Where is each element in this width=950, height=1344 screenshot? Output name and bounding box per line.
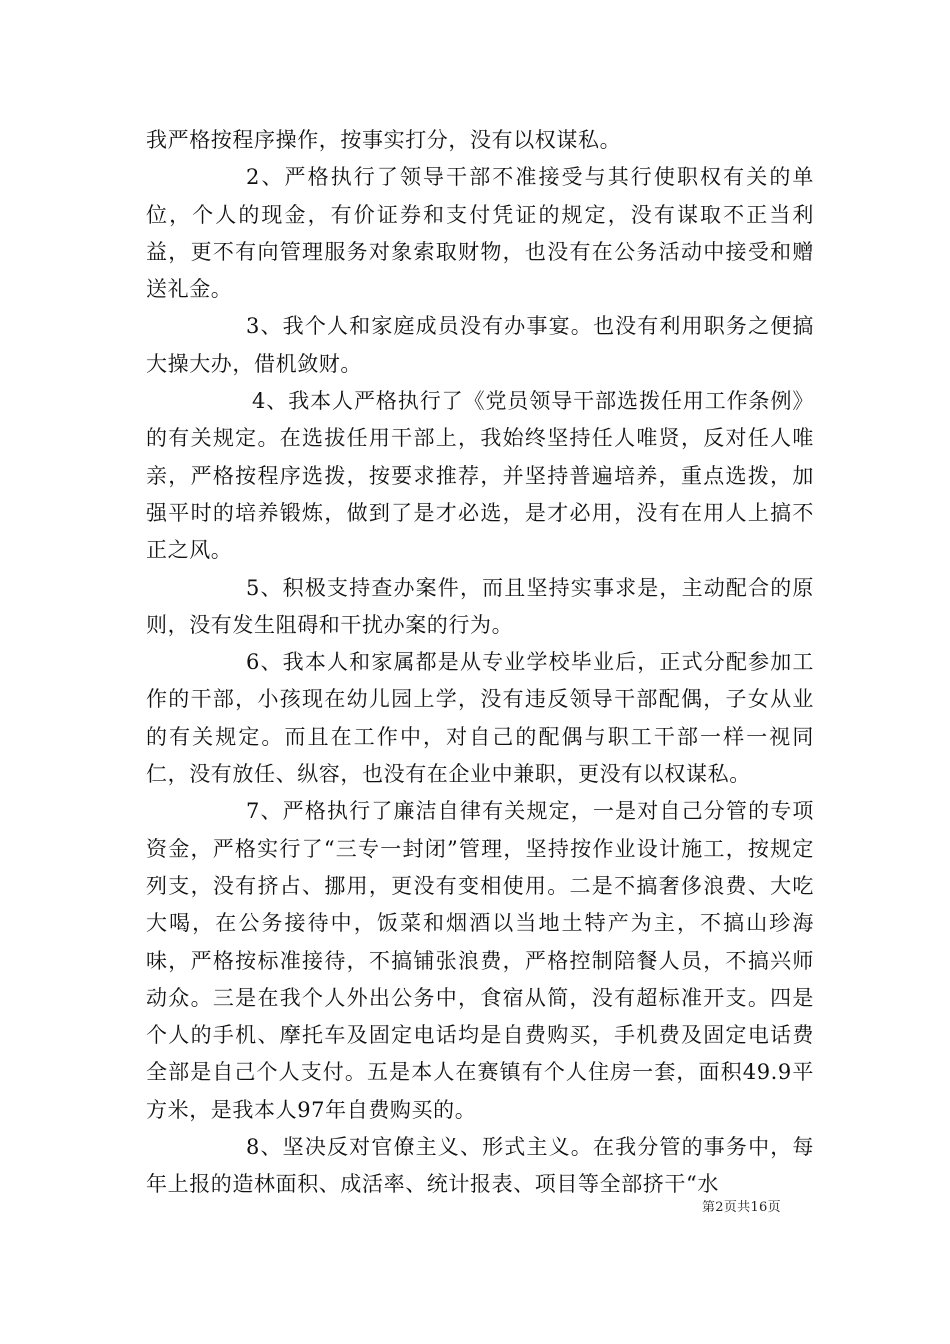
paragraph-item-3: 3、我个人和家庭成员没有办事宴。也没有利用职务之便搞大操大办，借机敛财。 — [146, 314, 814, 376]
paragraph-item-6: 6、我本人和家属都是从专业学校毕业后，正式分配参加工作的干部，小孩现在幼儿园上学，没有违反领导干部配偶，子女从业的有关规定。而且在工作中，对自己的配偶与职工干部一样一视同仁，没有放任、纵容，也没有在企业中兼职，更没有以权谋私。 — [146, 650, 814, 787]
paragraph-item-8: 8、坚决反对官僚主义、形式主义。在我分管的事务中，每年上报的造林面积、成活率、统计报表、项目等全部挤干“水 — [146, 1135, 814, 1197]
paragraph-continuation: 我严格按程序操作，按事实打分，没有以权谋私。 — [146, 128, 622, 152]
paragraph-item-2: 2、严格执行了领导干部不准接受与其行使职权有关的单位，个人的现金，有价证券和支付凭证的规定，没有谋取不正当利益，更不有向管理服务对象索取财物，也没有在公务活动中接受和赠送礼金。 — [146, 165, 814, 302]
paragraph-item-7: 7、严格执行了廉洁自律有关规定，一是对自己分管的专项资金，严格实行了“三专一封闭”管理，坚持按作业设计施工，按规定列支，没有挤占、挪用，更没有变相使用。二是不搞奢侈浪费、大吃大喝，在公务接待中，饭菜和烟酒以当地土特产为主，不搞山珍海味，严格按标准接待，不搞铺张浪费，严格控制陪餐人员，不搞兴师动众。三是在我个人外出公务中，食宿从简，没有超标准开支。四是个人的手机、摩托车及固定电话均是自费购买，手机费及固定电话费全部是自己个人支付。五是本人在赛镇有个人住房一套，面积49.9平方米，是我本人97年自费购买的。 — [146, 799, 814, 1122]
paragraph-item-5: 5、积极支持查办案件，而且坚持实事求是，主动配合的原则，没有发生阻碍和干扰办案的行为。 — [146, 575, 814, 637]
paragraph-item-4: 4、我本人严格执行了《党员领导干部选拨任用工作条例》的有关规定。在选拔任用干部上，我始终坚持任人唯贤，反对任人唯亲，严格按程序选拨，按要求推荐，并坚持普遍培养，重点选拨，加强平时的培养锻炼，做到了是才必选，是才必用，没有在用人上搞不正之风。 — [146, 389, 814, 563]
page-number-footer: 第2页共16页 — [702, 1200, 781, 1215]
document-body — [146, 122, 814, 1204]
